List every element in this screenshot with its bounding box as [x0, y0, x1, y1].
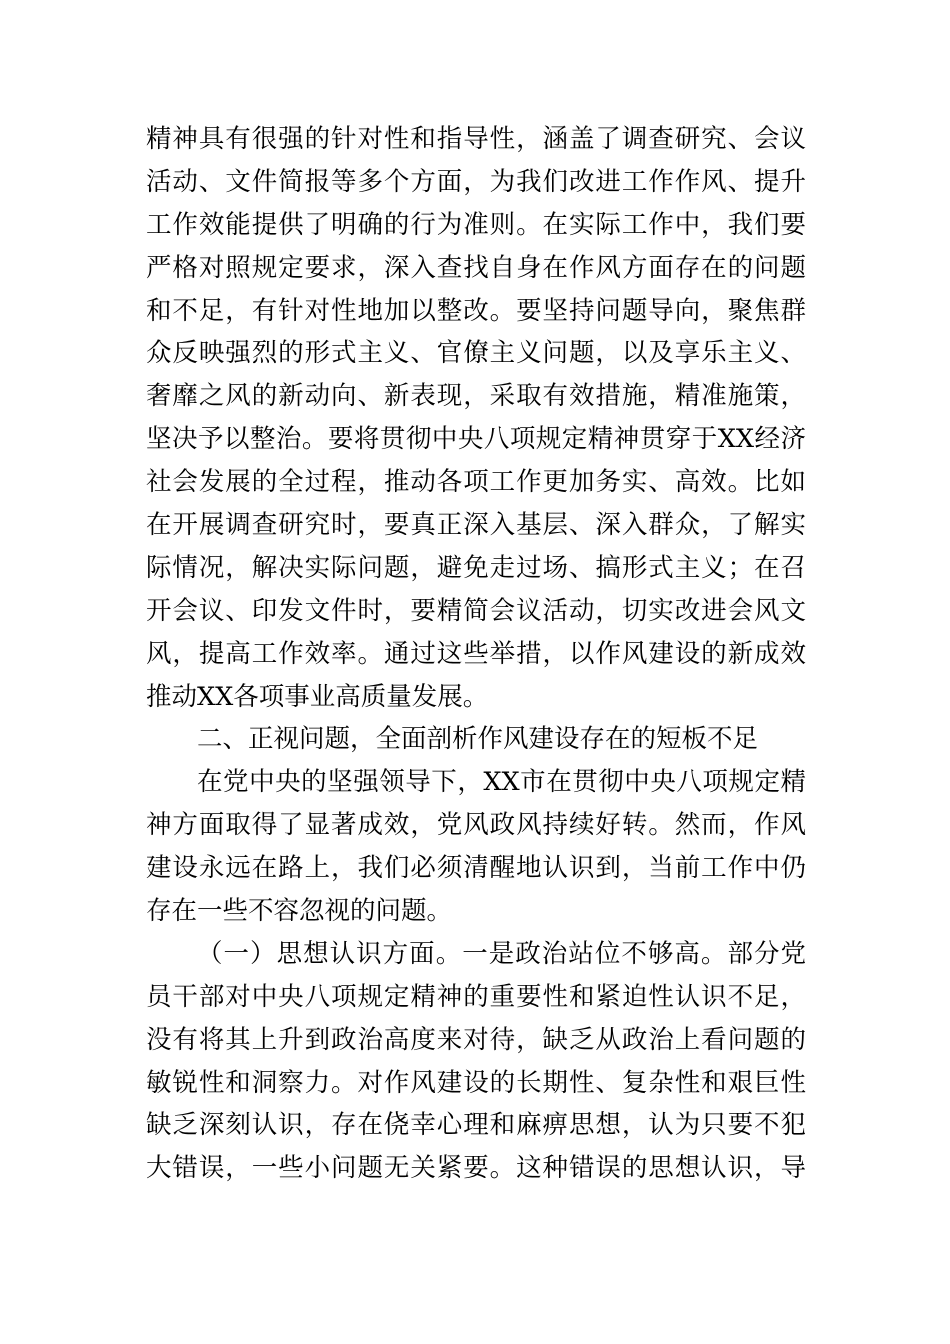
text-line: 神方面取得了显著成效，党风政风持续好转。然而，作风: [146, 810, 806, 841]
text-line: 推动XX各项事业高质量发展。: [146, 681, 489, 712]
subsection-line: （一）思想认识方面。一是政治站位不够高。部分党: [197, 938, 806, 969]
section-heading: 二、正视问题，全面剖析作风建设存在的短板不足: [197, 724, 759, 755]
text-line: 坚决予以整治。要将贯彻中央八项规定精神贯穿于XX经济: [146, 424, 806, 455]
text-line: 开会议、印发文件时，要精简会议活动，切实改进会风文: [146, 595, 806, 626]
text-line: 敏锐性和洞察力。对作风建设的长期性、复杂性和艰巨性: [146, 1067, 806, 1098]
text-line: 员干部对中央八项规定精神的重要性和紧迫性认识不足，: [146, 981, 806, 1012]
text-line: 在党中央的坚强领导下，XX市在贯彻中央八项规定精: [197, 767, 806, 798]
text-line: 精神具有很强的针对性和指导性，涵盖了调查研究、会议: [146, 124, 806, 154]
text-line: 工作效能提供了明确的行为准则。在实际工作中，我们要: [146, 209, 806, 240]
document-body: [146, 118, 806, 1190]
text-line: 活动、文件简报等多个方面，为我们改进工作作风、提升: [146, 166, 806, 197]
text-line: 际情况，解决实际问题，避免走过场、搞形式主义；在召: [146, 552, 806, 583]
text-line: 风，提高工作效率。通过这些举措，以作风建设的新成效: [146, 638, 806, 669]
text-line: 缺乏深刻认识，存在侥幸心理和麻痹思想，认为只要不犯: [146, 1110, 806, 1141]
text-line: 和不足，有针对性地加以整改。要坚持问题导向，聚焦群: [146, 295, 806, 326]
text-line: 在开展调查研究时，要真正深入基层、深入群众，了解实: [146, 510, 806, 541]
text-line: 建设永远在路上，我们必须清醒地认识到，当前工作中仍: [146, 853, 806, 884]
text-line: 社会发展的全过程，推动各项工作更加务实、高效。比如: [146, 467, 806, 498]
text-line: 众反映强烈的形式主义、官僚主义问题，以及享乐主义、: [146, 338, 806, 369]
text-line: 没有将其上升到政治高度来对待，缺乏从政治上看问题的: [146, 1024, 806, 1055]
text-line: 大错误，一些小问题无关紧要。这种错误的思想认识，导: [146, 1153, 806, 1184]
text-line: 存在一些不容忽视的问题。: [146, 896, 453, 927]
text-line: 严格对照规定要求，深入查找自身在作风方面存在的问题: [146, 252, 806, 283]
text-line: 奢靡之风的新动向、新表现，采取有效措施，精准施策，: [146, 381, 806, 412]
